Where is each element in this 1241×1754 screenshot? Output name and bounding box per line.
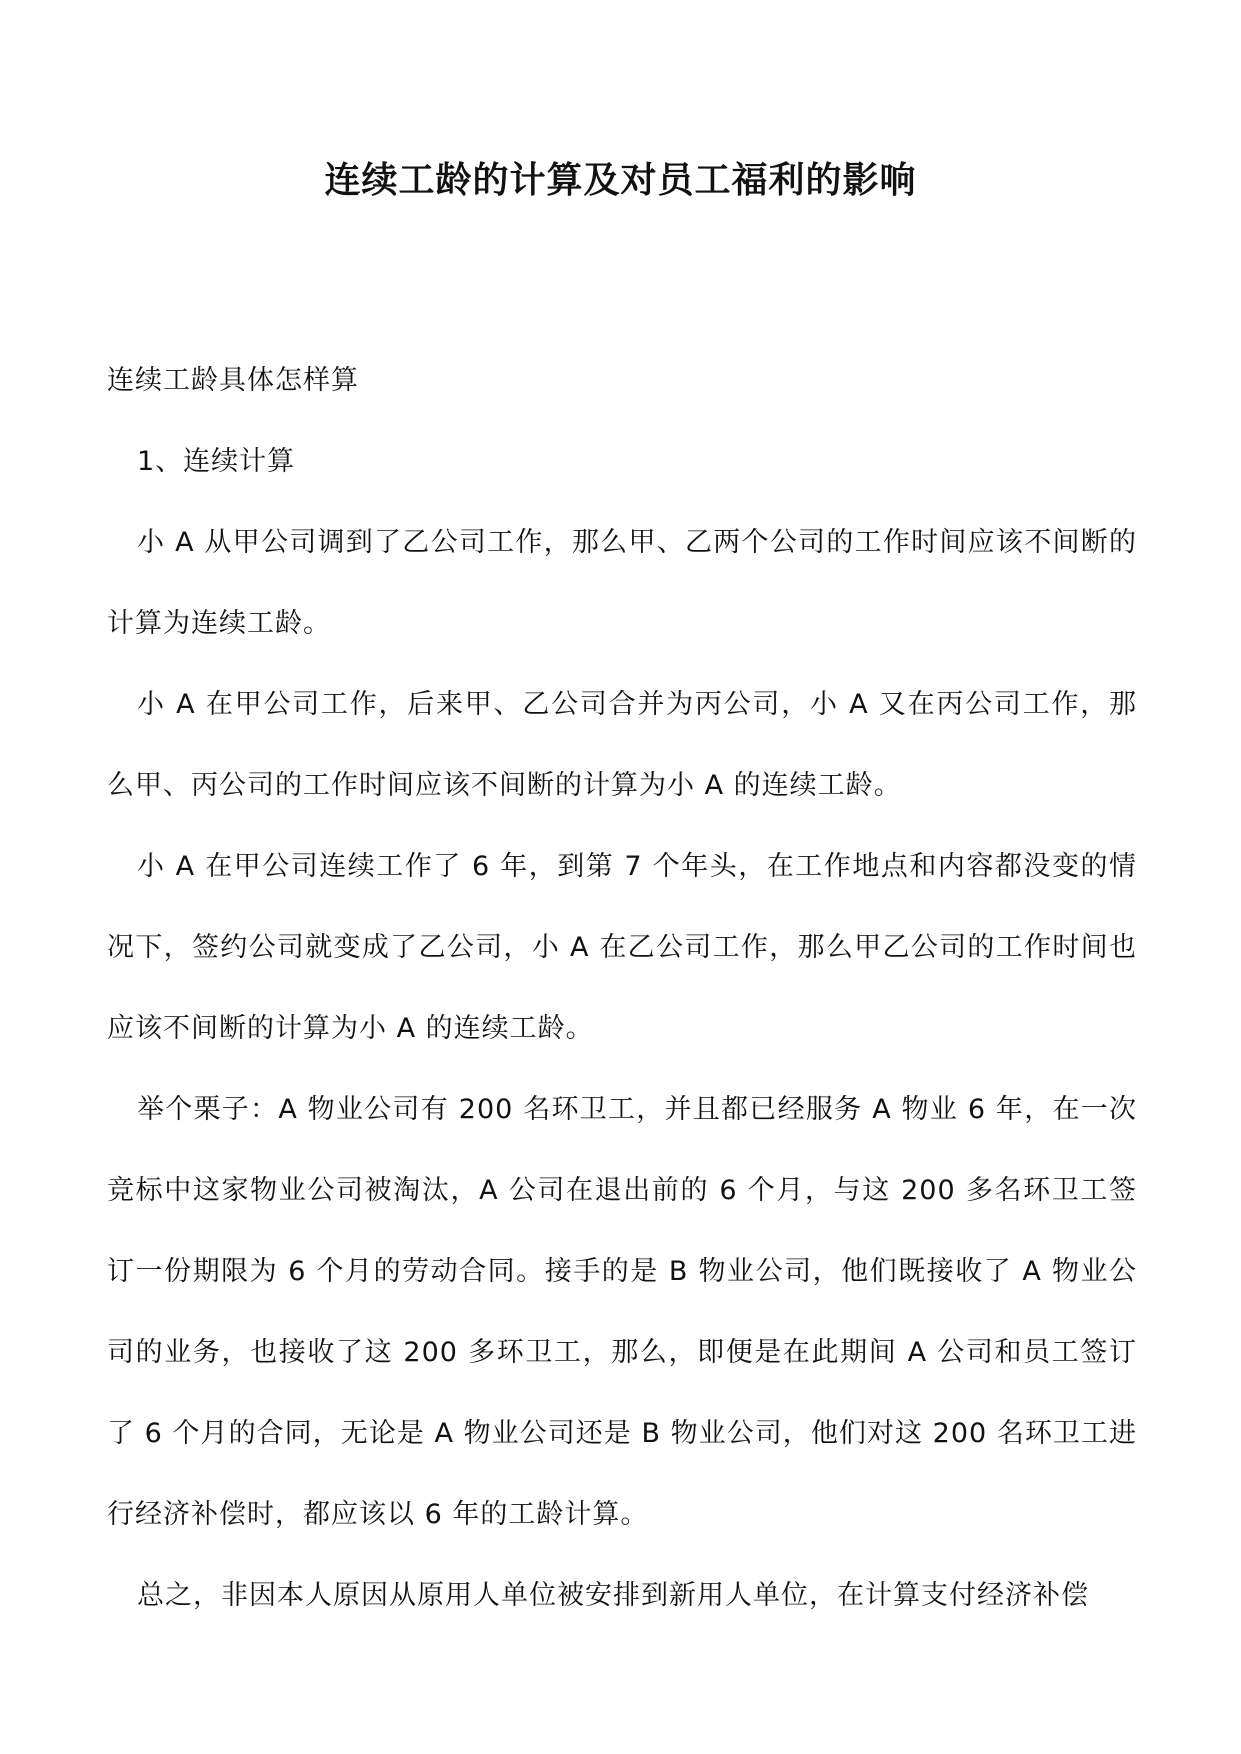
paragraph: 小 A 在甲公司工作，后来甲、乙公司合并为丙公司，小 A 又在丙公司工作，那么甲、丙公司的工作时间应该不间断的计算为小 A 的连续工龄。 — [107, 689, 1137, 801]
paragraph: 举个栗子：A 物业公司有 200 名环卫工，并且都已经服务 A 物业 6 年，在一次竞标中这家物业公司被淘汰，A 公司在退出前的 6 个月，与这 200 多名环卫工签订一份期限为 6 个月的劳动合同。接手的是 B 物业公司，他们既接收了 A 物业公司的业务，也接收了这 200 多环卫工，那么，即便是在此期间 A 公司和员工签订了 6 个月的合同，无论是 A 物业公司还是 B 物业公司，他们对这 200 名环卫工进行经济补偿时，都应该以 6 年的工龄计算。 — [107, 1094, 1137, 1530]
subsection-heading: 1、连续计算 — [137, 446, 296, 477]
document-title: 连续工龄的计算及对员工福利的影响 — [324, 159, 917, 201]
document-body — [107, 340, 1137, 1636]
paragraph: 总之，非因本人原因从原用人单位被安排到新用人单位，在计算支付经济补偿 — [137, 1580, 1089, 1611]
paragraph: 小 A 在甲公司连续工作了 6 年，到第 7 个年头，在工作地点和内容都没变的情况下，签约公司就变成了乙公司，小 A 在乙公司工作，那么甲乙公司的工作时间也应该不间断的计算为小 A 的连续工龄。 — [107, 851, 1137, 1044]
section-heading: 连续工龄具体怎样算 — [107, 365, 359, 396]
paragraph: 小 A 从甲公司调到了乙公司工作，那么甲、乙两个公司的工作时间应该不间断的计算为连续工龄。 — [107, 527, 1137, 639]
